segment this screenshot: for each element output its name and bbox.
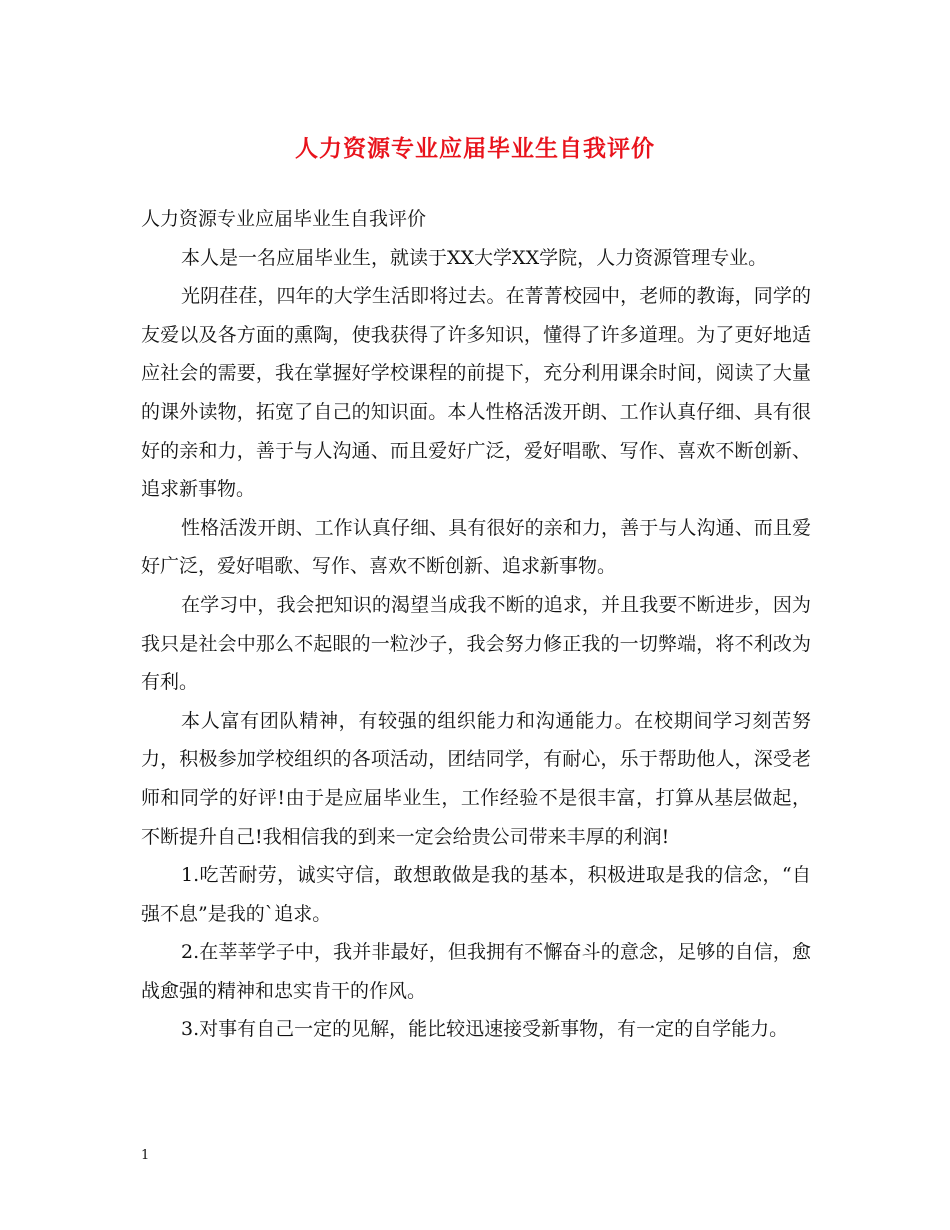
document-title: 人力资源专业应届毕业生自我评价 bbox=[295, 135, 655, 162]
paragraph: 在学习中，我会把知识的渴望当成我不断的追求，并且我要不断进步，因为我只是社会中那么不起眼的一粒沙子，我会努力修正我的一切弊端，将不利改为有利。 bbox=[141, 593, 811, 694]
document-body bbox=[141, 200, 811, 1049]
paragraph: 性格活泼开朗、工作认真仔细、具有很好的亲和力，善于与人沟通、而且爱好广泛，爱好唱歌、写作、喜欢不断创新、追求新事物。 bbox=[141, 516, 811, 578]
paragraph-heading: 人力资源专业应届毕业生自我评价 bbox=[141, 208, 427, 230]
list-item: 3.对事有自己一定的见解，能比较迅速接受新事物，有一定的自学能力。 bbox=[181, 1018, 789, 1041]
paragraph: 本人是一名应届毕业生，就读于XX大学XX学院，人力资源管理专业。 bbox=[181, 246, 768, 269]
list-item: 1.吃苦耐劳，诚实守信，敢想敢做是我的基本，积极进取是我的信念，“自强不息”是我的`追求。 bbox=[141, 864, 811, 925]
paragraph: 本人富有团队精神，有较强的组织能力和沟通能力。在校期间学习刻苦努力，积极参加学校组织的各项活动，团结同学，有耐心，乐于帮助他人，深受老师和同学的好评!由于是应届毕业生，工作经验不是很丰富，打算从基层做起，不断提升自己!我相信我的到来一定会给贵公司带来丰厚的利润! bbox=[141, 709, 811, 848]
page-number: 1 bbox=[141, 1148, 150, 1163]
list-item: 2.在莘莘学子中，我并非最好，但我拥有不懈奋斗的意念，足够的自信，愈战愈强的精神和忠实肯干的作风。 bbox=[141, 941, 811, 1002]
paragraph: 光阴荏荏，四年的大学生活即将过去。在菁菁校园中，老师的教诲，同学的友爱以及各方面的熏陶，使我获得了许多知识，懂得了许多道理。为了更好地适应社会的需要，我在掌握好学校课程的前提下，充分利用课余时间，阅读了大量的课外读物，拓宽了自己的知识面。本人性格活泼开朗、工作认真仔细、具有很好的亲和力，善于与人沟通、而且爱好广泛，爱好唱歌、写作、喜欢不断创新、追求新事物。 bbox=[141, 285, 811, 501]
